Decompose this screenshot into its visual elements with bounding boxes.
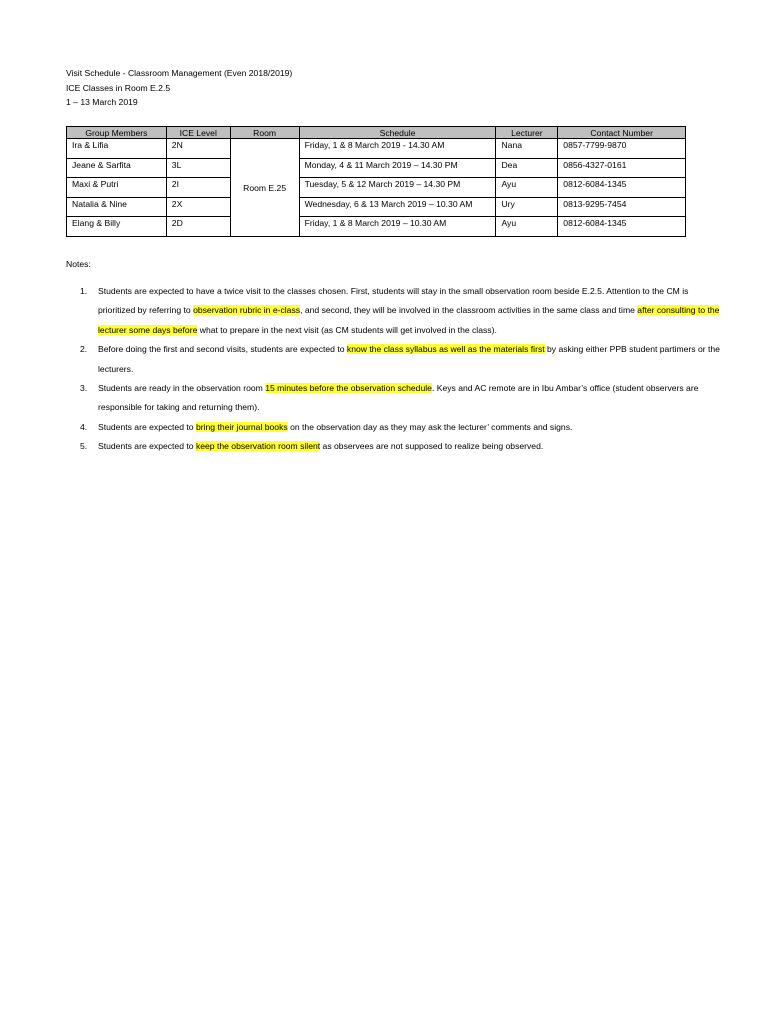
note-text: Students are expected to [98,441,196,452]
cell-lecturer: Nana [496,139,558,159]
table-row [67,217,686,237]
cell-contact: 0856-4327-0161 [558,158,686,178]
list-item [80,379,728,418]
header-schedule: Schedule [299,127,496,139]
list-item [80,282,728,340]
schedule-table [66,126,686,237]
cell-level: 2N [166,139,230,159]
list-number: 4. [80,421,88,432]
highlighted-text: 15 minutes before the observation schedule [265,383,432,394]
document-title: Visit Schedule - Classroom Management (Even 2018/2019) [66,68,293,78]
table-header-row [67,127,686,139]
cell-lecturer: Dea [496,158,558,178]
notes-list [66,282,728,457]
highlighted-text: observation rubric in e-class [193,305,301,316]
list-number: 3. [80,383,88,394]
note-text: what to prepare in the next visit (as CM students will get involved in the class). [197,324,497,335]
cell-schedule: Monday, 4 & 11 March 2019 – 14.30 PM [299,158,496,178]
highlighted-text: know the class syllabus as well as the materials first [346,344,545,355]
header-room: Room [230,127,299,139]
cell-members: Natalia & Nine [67,197,167,217]
table-row [67,139,686,159]
document-subtitle: ICE Classes in Room E.2.5 [66,82,171,93]
cell-members: Ira & Lifia [67,139,167,159]
header-contact-number: Contact Number [558,127,686,139]
cell-level: 3L [166,158,230,178]
note-text: . Keys and AC remote are in Ibu Ambar’s office (student observers are responsible for taking and returning them). [98,383,699,413]
list-number: 2. [80,344,88,355]
cell-members: Maxi & Putri [67,178,167,198]
table-row [67,197,686,217]
cell-lecturer: Ury [496,197,558,217]
note-text: Students are ready in the observation room [98,383,266,394]
highlighted-text: after consulting to the lecturer some days before [98,305,720,335]
cell-contact: 0857-7799-9870 [558,139,686,159]
cell-lecturer: Ayu [496,217,558,237]
note-text: Students are expected to [98,421,196,432]
notes-heading: Notes: [66,259,91,269]
cell-schedule: Friday, 1 & 8 March 2019 - 14.30 AM [299,139,496,159]
note-text: Students are expected to have a twice visit to the classes chosen. First, students will stay in the small observation room beside E.2.5. Attention to the CM is prioritized by referring to [98,286,689,316]
header-lecturer: Lecturer [496,127,558,139]
cell-contact: 0812-6084-1345 [558,178,686,198]
cell-level: 2X [166,197,230,217]
note-text: Before doing the first and second visits, students are expected to [98,344,347,355]
list-number: 1. [80,286,88,296]
cell-room: Room E.25 [230,139,299,237]
list-number: 5. [80,441,88,452]
list-item [80,418,728,437]
header-group-members: Group Members [67,127,167,139]
highlighted-text: keep the observation room silent [195,441,321,452]
cell-schedule: Friday, 1 & 8 March 2019 – 10.30 AM [299,217,496,237]
note-text: as observees are not supposed to realize being observed. [320,441,544,452]
cell-level: 2I [166,178,230,198]
note-text: by asking either PPB student partimers or the lecturers. [98,344,720,374]
note-text: on the observation day as they may ask the lecturer’ comments and signs. [287,421,573,432]
cell-members: Jeane & Sarfita [67,158,167,178]
document-header [66,66,292,110]
cell-level: 2D [166,217,230,237]
list-item [80,437,728,456]
table-row [67,158,686,178]
document-date-range: 1 – 13 March 2019 [66,97,138,107]
table-row [67,178,686,198]
header-ice-level: ICE Level [166,127,230,139]
cell-contact: 0813-9295-7454 [558,197,686,217]
cell-lecturer: Ayu [496,178,558,198]
cell-schedule: Tuesday, 5 & 12 March 2019 – 14.30 PM [299,178,496,198]
cell-contact: 0812-6084-1345 [558,217,686,237]
highlighted-text: bring their journal books [195,421,288,432]
cell-schedule: Wednesday, 6 & 13 March 2019 – 10.30 AM [299,197,496,217]
cell-members: Elang & Billy [67,217,167,237]
list-item [80,340,728,379]
note-text: , and second, they will be involved in the classroom activities in the same class and time [300,305,638,316]
